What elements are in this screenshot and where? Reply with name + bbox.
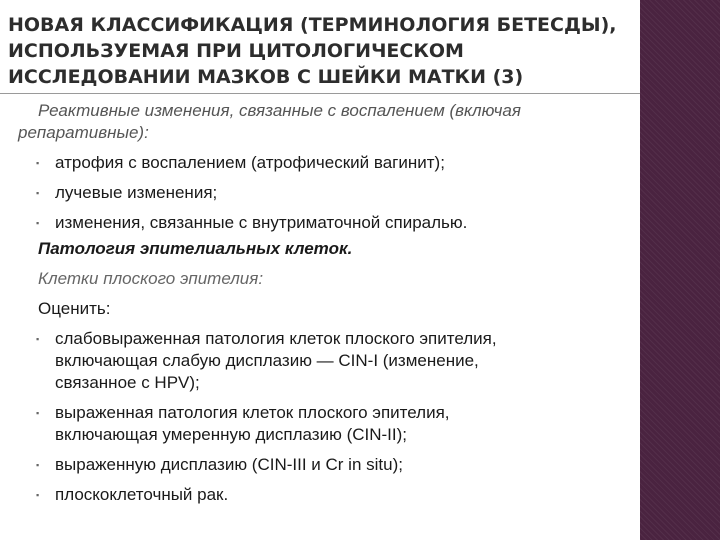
intro-line: Реактивные изменения, связанные с воспалением (включая [38,101,521,120]
list-item-line: включающая слабую дисплазию — CIN-I (изменение, [55,351,479,370]
assess-label: Оценить: [38,299,111,318]
squamous-heading: Клетки плоского эпителия: [38,269,264,288]
list-item-text: изменения, связанные с внутриматочной спиралью. [55,213,468,232]
square-bullet-icon: ▪ [36,460,40,470]
square-bullet-icon: ▪ [36,408,40,418]
list-item [0,328,630,394]
square-bullet-icon: ▪ [36,490,40,500]
list-item [0,212,630,234]
intro-line: репаративные): [18,123,149,142]
square-bullet-icon: ▪ [36,188,40,198]
list-item-text: атрофия с воспалением (атрофический вагинит); [55,153,445,172]
slide-body [0,100,630,506]
square-bullet-icon: ▪ [36,218,40,228]
title-divider [0,93,640,94]
pathology-heading: Патология эпителиальных клеток. [38,239,353,258]
intro-text [0,100,630,144]
list-item [0,152,630,174]
title-line: ИСПОЛЬЗУЕМАЯ ПРИ ЦИТОЛОГИЧЕСКОМ [8,40,464,62]
title-line: НОВАЯ КЛАССИФИКАЦИЯ (ТЕРМИНОЛОГИЯ БЕТЕСДЫ), [8,14,617,36]
decorative-sidebar [640,0,720,540]
title-line: ИССЛЕДОВАНИИ МАЗКОВ С ШЕЙКИ МАТКИ (3) [8,66,524,88]
list-item-line: выраженная патология клеток плоского эпителия, [55,403,450,422]
list-item-line: слабовыраженная патология клеток плоского эпителия, [55,329,497,348]
list-item-line: выраженную дисплазию (CIN-III и Cr in situ); [55,455,403,474]
list-item [0,454,630,476]
list-item-text: лучевые изменения; [55,183,218,202]
list-item-line: связанное с HPV); [55,373,200,392]
slide-title [8,12,628,90]
square-bullet-icon: ▪ [36,158,40,168]
square-bullet-icon: ▪ [36,334,40,344]
list-item-line: включающая умеренную дисплазию (CIN-II); [55,425,407,444]
list-item [0,182,630,204]
list-item-line: плоскоклеточный рак. [55,485,229,504]
list-item [0,402,630,446]
list-item [0,484,630,506]
